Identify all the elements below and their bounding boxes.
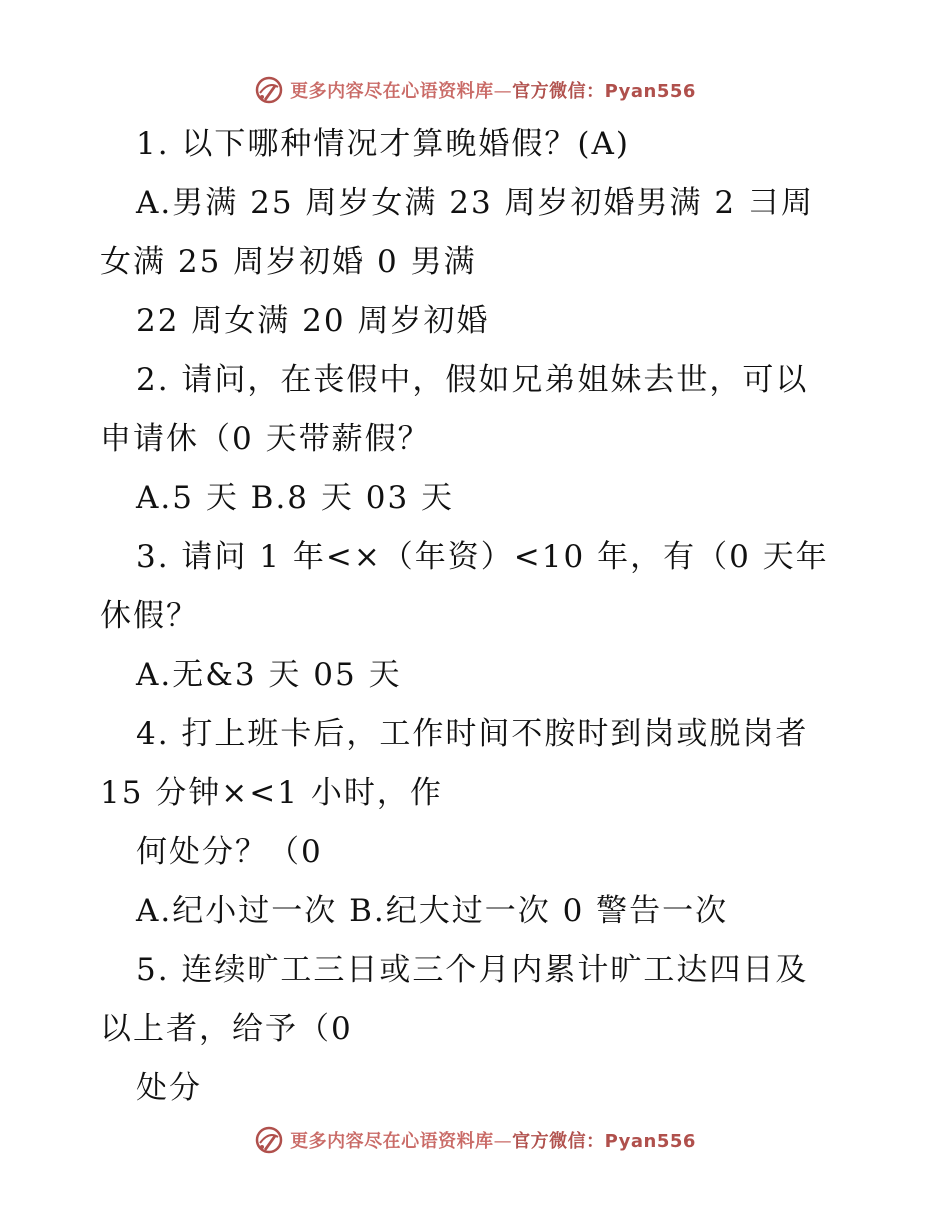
watermark-text — [290, 77, 696, 103]
question-2-cont: 申请休（0 天带薪假？ — [100, 421, 431, 457]
question-4-options: A.纪小过一次 B.纪大过一次 0 警告一次 — [136, 893, 729, 929]
watermark-separator: — — [493, 1131, 513, 1152]
pen-logo-icon — [254, 1125, 284, 1155]
question-4: 4. 打上班卡后，工作时间不胺时到岗或脱岗者 — [136, 716, 809, 752]
question-4-cont-1: 15 分钟×<1 小时，作 — [100, 775, 443, 811]
question-1-options-line-3: 22 周女满 20 周岁初婚 — [136, 303, 490, 339]
question-5: 5. 连续旷工三日或三个月内累计旷工达四日及 — [136, 952, 809, 988]
question-1-options-line-2: 女满 25 周岁初婚 0 男满 — [100, 244, 477, 280]
question-5-cont-1: 以上者，给予（0 — [100, 1011, 353, 1047]
question-5-cont-2: 处分 — [136, 1070, 202, 1106]
pen-logo-icon — [254, 75, 284, 105]
question-1: 1. 以下哪种情况才算晚婚假？(A) — [136, 126, 631, 162]
question-3-cont: 休假？ — [100, 598, 199, 634]
watermark-title: 更多内容尽在心语资料库 — [290, 1131, 494, 1152]
header-watermark — [0, 70, 950, 110]
watermark-text — [290, 1127, 696, 1153]
question-1-options-line-1: A.男满 25 周岁女满 23 周岁初婚男满 2 彐周 — [136, 185, 814, 221]
footer-watermark — [0, 1120, 950, 1160]
watermark-title: 更多内容尽在心语资料库 — [290, 81, 494, 102]
question-3-options: A.无&3 天 05 天 — [136, 657, 402, 693]
question-2-options: A.5 天 B.8 天 03 天 — [136, 480, 455, 516]
watermark-contact: 官方微信：Pyan556 — [512, 1131, 696, 1152]
question-4-cont-2: 何处分？（0 — [136, 834, 323, 870]
question-3: 3. 请问 1 年<×（年资）<10 年，有（0 天年 — [136, 539, 829, 575]
watermark-separator: — — [493, 81, 513, 102]
watermark-contact: 官方微信：Pyan556 — [512, 81, 696, 102]
question-2: 2. 请问，在丧假中，假如兄弟姐妹去世，可以 — [136, 362, 809, 398]
